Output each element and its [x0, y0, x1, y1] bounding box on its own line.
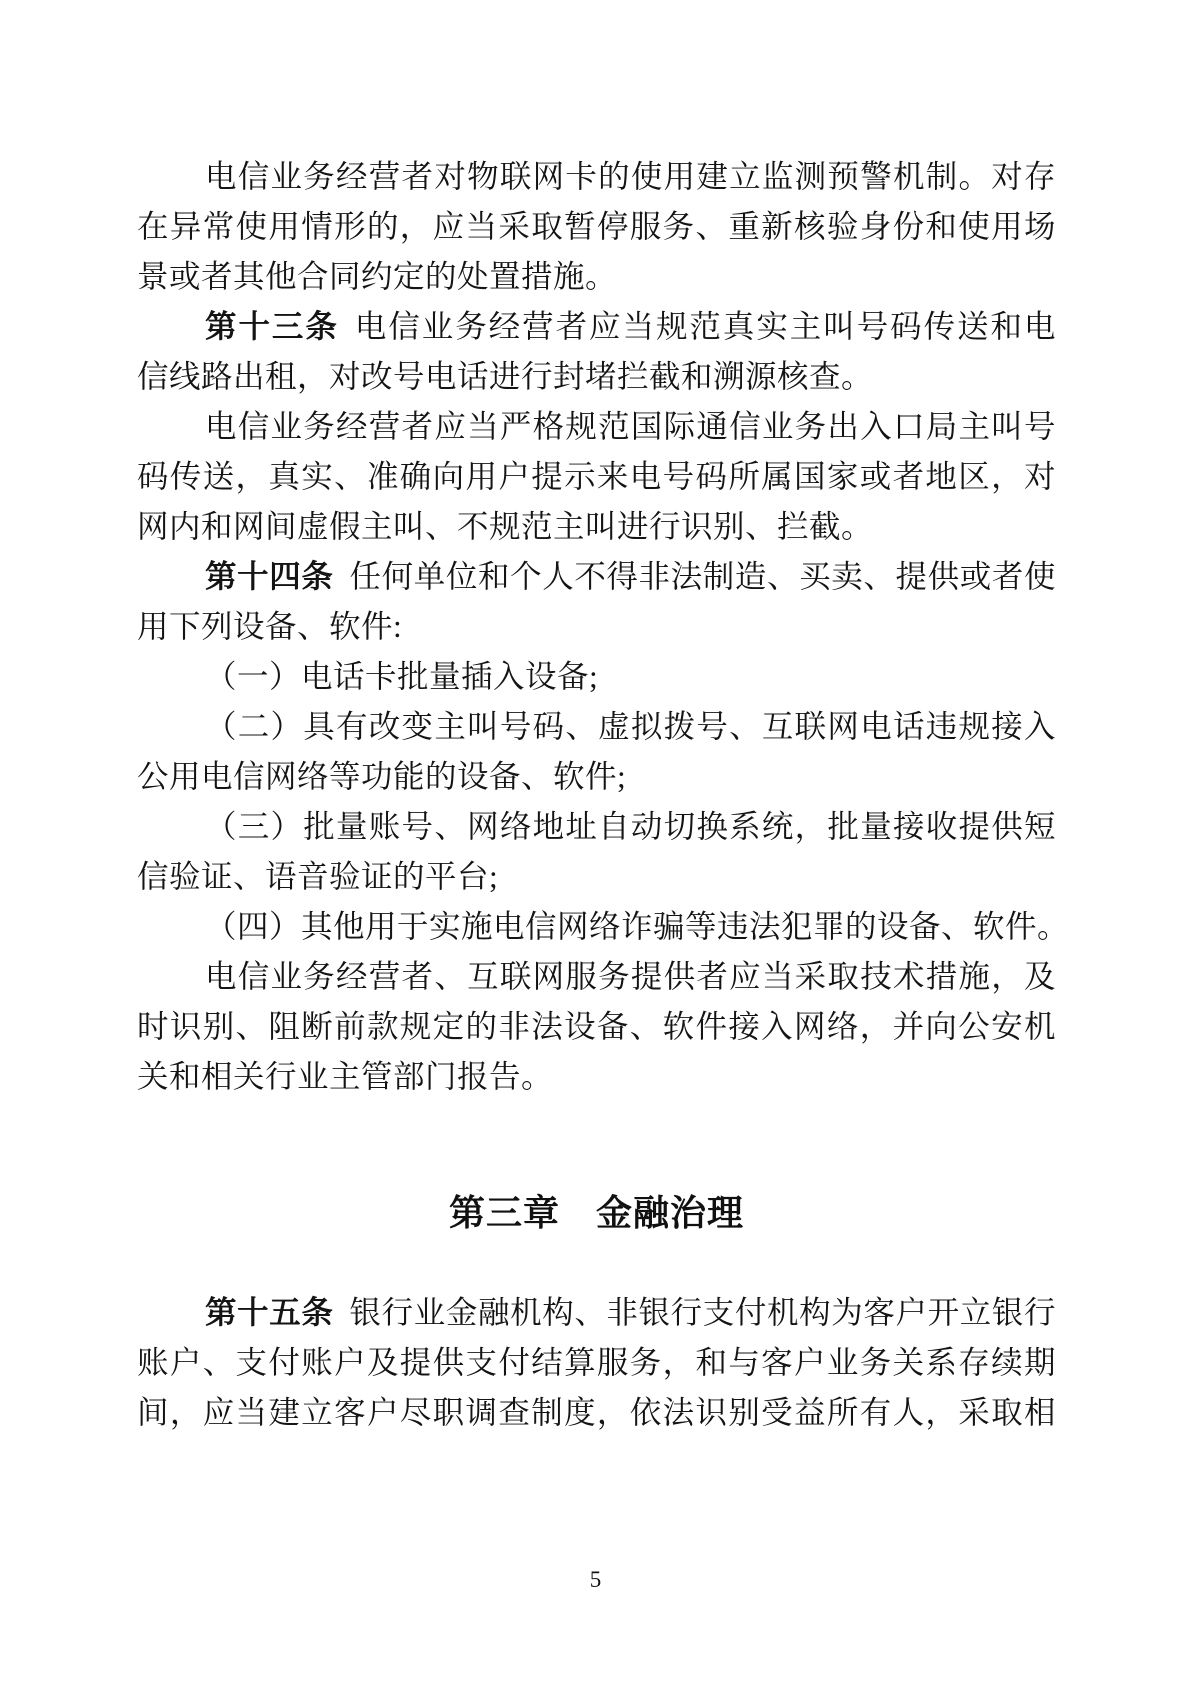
page-footer [0, 1566, 1191, 1594]
text-line: 电信业务经营者、互联网服务提供者应当采取技术措施，及 [205, 959, 1056, 994]
text-line: 信线路出租，对改号电话进行封堵拦截和溯源核查。 [137, 359, 874, 394]
article-15 [137, 1288, 1056, 1438]
item-2-number-changing [137, 702, 1056, 802]
text-line: 第十四条 任何单位和个人不得非法制造、买卖、提供或者使 [205, 559, 1056, 594]
para-international-gateway [137, 402, 1056, 552]
text-line: （三）批量账号、网络地址自动切换系统，批量接收提供短 [205, 809, 1056, 844]
item-4-other-devices [137, 902, 1070, 952]
article-number: 第十四条 [205, 559, 334, 594]
text-line: （四）其他用于实施电信网络诈骗等违法犯罪的设备、软件。 [205, 909, 1070, 944]
text-line: 网内和网间虚假主叫、不规范主叫进行识别、拦截。 [137, 509, 874, 544]
text-line: 景或者其他合同约定的处置措施。 [137, 259, 618, 294]
text-line: 关和相关行业主管部门报告。 [137, 1059, 554, 1094]
document-body [137, 152, 1070, 1438]
chapter-title: 金融治理 [596, 1192, 745, 1233]
para-technical-measures [137, 952, 1056, 1102]
text-line: 间，应当建立客户尽职调查制度，依法识别受益所有人，采取相 [137, 1395, 1056, 1430]
text-line: 时识别、阻断前款规定的非法设备、软件接入网络，并向公安机 [137, 1009, 1056, 1044]
article-13 [137, 302, 1056, 402]
text-line: 公用电信网络等功能的设备、软件; [137, 759, 627, 794]
text-line: 电信业务经营者应当严格规范国际通信业务出入口局主叫号 [205, 409, 1056, 444]
text-line: 码传送，真实、准确向用户提示来电号码所属国家或者地区，对 [137, 459, 1056, 494]
text-line: 用下列设备、软件: [137, 609, 403, 644]
text-line: （一）电话卡批量插入设备; [205, 659, 599, 694]
text-line: 在异常使用情形的，应当采取暂停服务、重新核验身份和使用场 [137, 209, 1056, 244]
chapter-3-heading [137, 1188, 1056, 1238]
chapter-number: 第三章 [448, 1192, 560, 1233]
article-number: 第十三条 [205, 309, 339, 344]
item-3-batch-accounts [137, 802, 1056, 902]
para-iot-card-monitoring [137, 152, 1056, 302]
text-line: 信验证、语音验证的平台; [137, 859, 499, 894]
item-1-phone-card-device [137, 652, 1056, 702]
page-number: 5 [589, 1567, 602, 1592]
text-line: 第十三条 电信业务经营者应当规范真实主叫号码传送和电 [205, 309, 1056, 344]
text-line: 电信业务经营者对物联网卡的使用建立监测预警机制。对存 [205, 159, 1056, 194]
article-number: 第十五条 [205, 1295, 334, 1330]
article-14 [137, 552, 1056, 652]
text-line: 第十五条 银行业金融机构、非银行支付机构为客户开立银行 [205, 1295, 1056, 1330]
text-line: （二）具有改变主叫号码、虚拟拨号、互联网电话违规接入 [205, 709, 1056, 744]
text-line: 账户、支付账户及提供支付结算服务，和与客户业务关系存续期 [137, 1345, 1056, 1380]
